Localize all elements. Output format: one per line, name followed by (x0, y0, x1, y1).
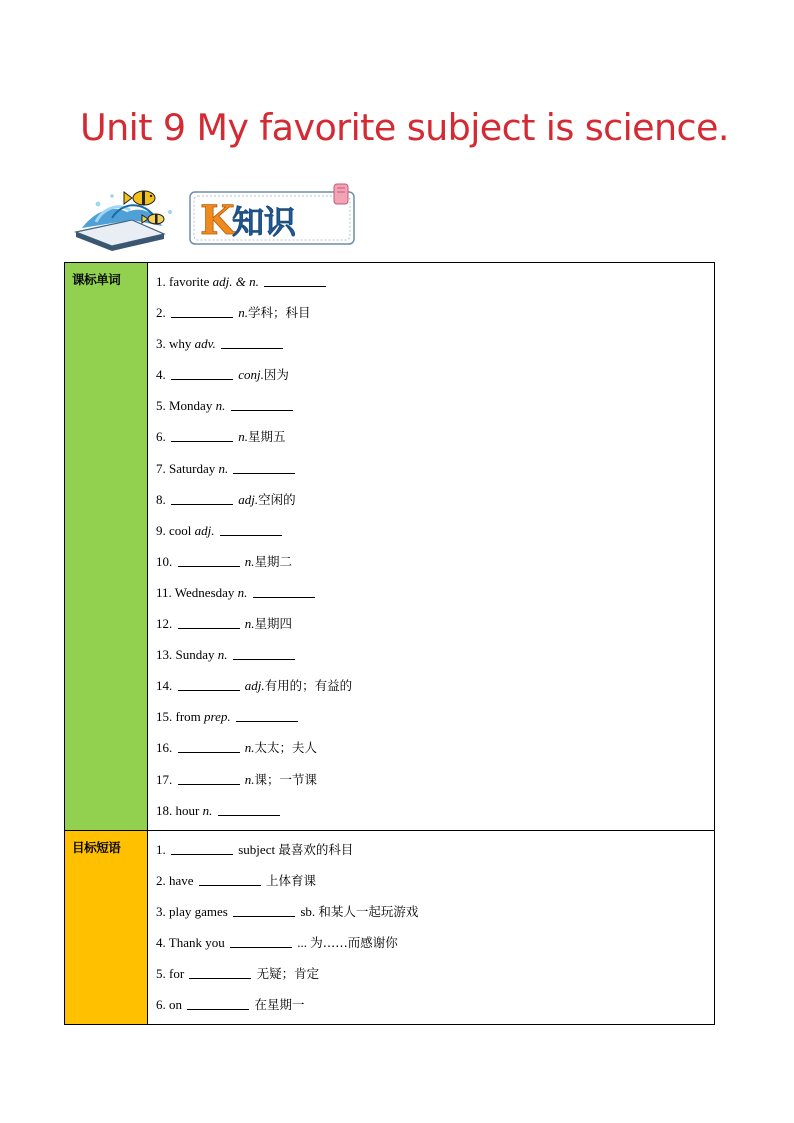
item-meaning: 星期二 (254, 553, 293, 569)
list-item (156, 896, 714, 927)
item-pos: n. (244, 553, 255, 569)
items-cell (148, 263, 715, 831)
answer-blank[interactable] (264, 274, 326, 287)
list-item (156, 577, 714, 608)
answer-blank[interactable] (178, 554, 240, 567)
item-number: 5. (156, 965, 166, 981)
item-number: 18. (156, 802, 173, 818)
list-item (156, 834, 714, 865)
item-pos: n. (238, 305, 248, 321)
table-row (65, 830, 715, 1024)
item-phrase: on (169, 996, 182, 1012)
list-item (156, 453, 714, 484)
list-item (156, 732, 714, 763)
item-number: 17. (156, 771, 173, 787)
item-meaning: 无疑；肯定 (256, 965, 320, 981)
item-meaning: 最喜欢的科目 (278, 841, 354, 857)
item-meaning: 上体育课 (266, 872, 317, 888)
item-number: 9. (156, 522, 166, 538)
answer-blank[interactable] (218, 803, 280, 816)
item-word: Monday (169, 398, 213, 414)
item-meaning: 太太；夫人 (254, 740, 318, 756)
item-pos: adj. (244, 678, 265, 694)
item-number: 10. (156, 553, 173, 569)
item-meaning: 课；一节课 (254, 771, 318, 787)
answer-blank[interactable] (187, 997, 249, 1010)
item-phrase: have (169, 872, 194, 888)
item-pos: adj. (194, 522, 215, 538)
item-number: 2. (156, 305, 166, 321)
item-number: 4. (156, 934, 166, 950)
list-item (156, 328, 714, 359)
item-word: Saturday (169, 460, 216, 476)
category-label: 课标单词 (72, 272, 121, 287)
item-word: Wednesday (174, 584, 235, 600)
item-number: 15. (156, 709, 173, 725)
item-meaning: 在星期一 (254, 996, 305, 1012)
item-number: 3. (156, 336, 166, 352)
item-number: 16. (156, 740, 173, 756)
item-meaning: 空闲的 (258, 491, 296, 507)
answer-blank[interactable] (231, 398, 293, 411)
category-label: 目标短语 (72, 839, 121, 855)
list-item (156, 421, 714, 452)
item-number: 5. (156, 398, 166, 414)
item-pos: prep. (204, 709, 231, 725)
item-pos: n. (237, 584, 248, 600)
item-meaning: 为……而感谢你 (310, 934, 398, 950)
item-number: 2. (156, 872, 166, 888)
item-phrase: play games (169, 903, 228, 919)
answer-blank[interactable] (171, 367, 233, 380)
list-item (156, 927, 714, 958)
list-item (156, 989, 714, 1020)
item-pos: n. (244, 771, 255, 787)
item-meaning: 学科；科目 (248, 305, 311, 321)
knowledge-badge (72, 182, 362, 252)
list-item (156, 670, 714, 701)
item-pos: conj. (238, 367, 264, 383)
item-number: 3. (156, 903, 166, 919)
item-number: 6. (156, 996, 166, 1012)
item-meaning: 星期五 (248, 429, 286, 445)
item-phrase: Thank you (168, 934, 225, 950)
answer-blank[interactable] (171, 842, 233, 855)
list-item (156, 795, 714, 826)
item-meaning: 星期四 (254, 616, 293, 632)
item-pos: adj. (238, 491, 259, 507)
answer-blank[interactable] (171, 492, 233, 505)
list-item (156, 390, 714, 421)
item-pos: adv. (194, 336, 216, 352)
list-item (156, 764, 714, 795)
item-word: from (175, 709, 201, 725)
answer-blank[interactable] (236, 709, 298, 722)
item-pos: n. (215, 398, 226, 414)
answer-blank[interactable] (189, 966, 251, 979)
item-pos: n. (202, 802, 213, 818)
item-word: cool (169, 522, 192, 538)
list-item (156, 701, 714, 732)
item-number: 7. (156, 460, 166, 476)
answer-blank[interactable] (171, 305, 233, 318)
list-item (156, 297, 714, 328)
answer-blank[interactable] (230, 935, 292, 948)
list-item (156, 958, 714, 989)
category-cell (65, 263, 148, 831)
items-cell (148, 830, 715, 1024)
list-item (156, 639, 714, 670)
item-number: 14. (156, 678, 173, 694)
item-number: 12. (156, 616, 173, 632)
item-pos: n. (217, 647, 228, 663)
item-word: hour (175, 802, 200, 818)
item-word: Sunday (175, 647, 215, 663)
list-item (156, 359, 714, 390)
vocabulary-table (64, 262, 715, 1025)
item-number: 1. (156, 274, 166, 289)
knowledge-tag (190, 184, 354, 244)
item-pos: n. (244, 616, 255, 632)
item-word: why (169, 336, 192, 352)
item-pos: n. (244, 740, 255, 756)
k-letter: K (200, 197, 235, 244)
knowledge-text: 知识 (232, 203, 297, 241)
item-meaning: 有用的；有益的 (264, 678, 353, 694)
item-number: 6. (156, 429, 166, 445)
item-pos: n. (238, 429, 248, 445)
answer-blank[interactable] (178, 678, 240, 691)
item-number: 1. (156, 841, 166, 857)
answer-blank[interactable] (233, 461, 295, 474)
item-number: 8. (156, 491, 166, 507)
item-phrase-tail: subject (238, 841, 276, 857)
list-item (156, 865, 714, 896)
list-item (156, 608, 714, 639)
item-meaning: 因为 (263, 367, 289, 383)
item-phrase-tail: ... (297, 934, 307, 950)
table-row (65, 263, 715, 831)
answer-blank[interactable] (233, 647, 295, 660)
answer-blank[interactable] (199, 873, 261, 886)
item-number: 4. (156, 367, 166, 383)
answer-blank[interactable] (178, 740, 240, 753)
answer-blank[interactable] (178, 616, 240, 629)
list-item (156, 515, 714, 546)
item-word: favorite (169, 274, 210, 289)
list-item (156, 484, 714, 515)
category-cell (65, 830, 148, 1024)
answer-blank[interactable] (233, 904, 295, 917)
item-number: 11. (156, 584, 172, 600)
item-pos: n. (218, 460, 229, 476)
answer-blank[interactable] (253, 585, 315, 598)
answer-blank[interactable] (178, 772, 240, 785)
item-number: 13. (156, 647, 173, 663)
page-title: Unit 9 My favorite subject is science. (80, 106, 729, 149)
answer-blank[interactable] (171, 429, 233, 442)
list-item (156, 266, 714, 297)
item-phrase-tail: sb. (300, 903, 316, 919)
item-phrase: for (169, 965, 185, 981)
item-meaning: 和某人一起玩游戏 (318, 903, 419, 919)
item-pos: adj. & n. (212, 274, 259, 289)
list-item (156, 546, 714, 577)
answer-blank[interactable] (221, 336, 283, 349)
answer-blank[interactable] (220, 523, 282, 536)
